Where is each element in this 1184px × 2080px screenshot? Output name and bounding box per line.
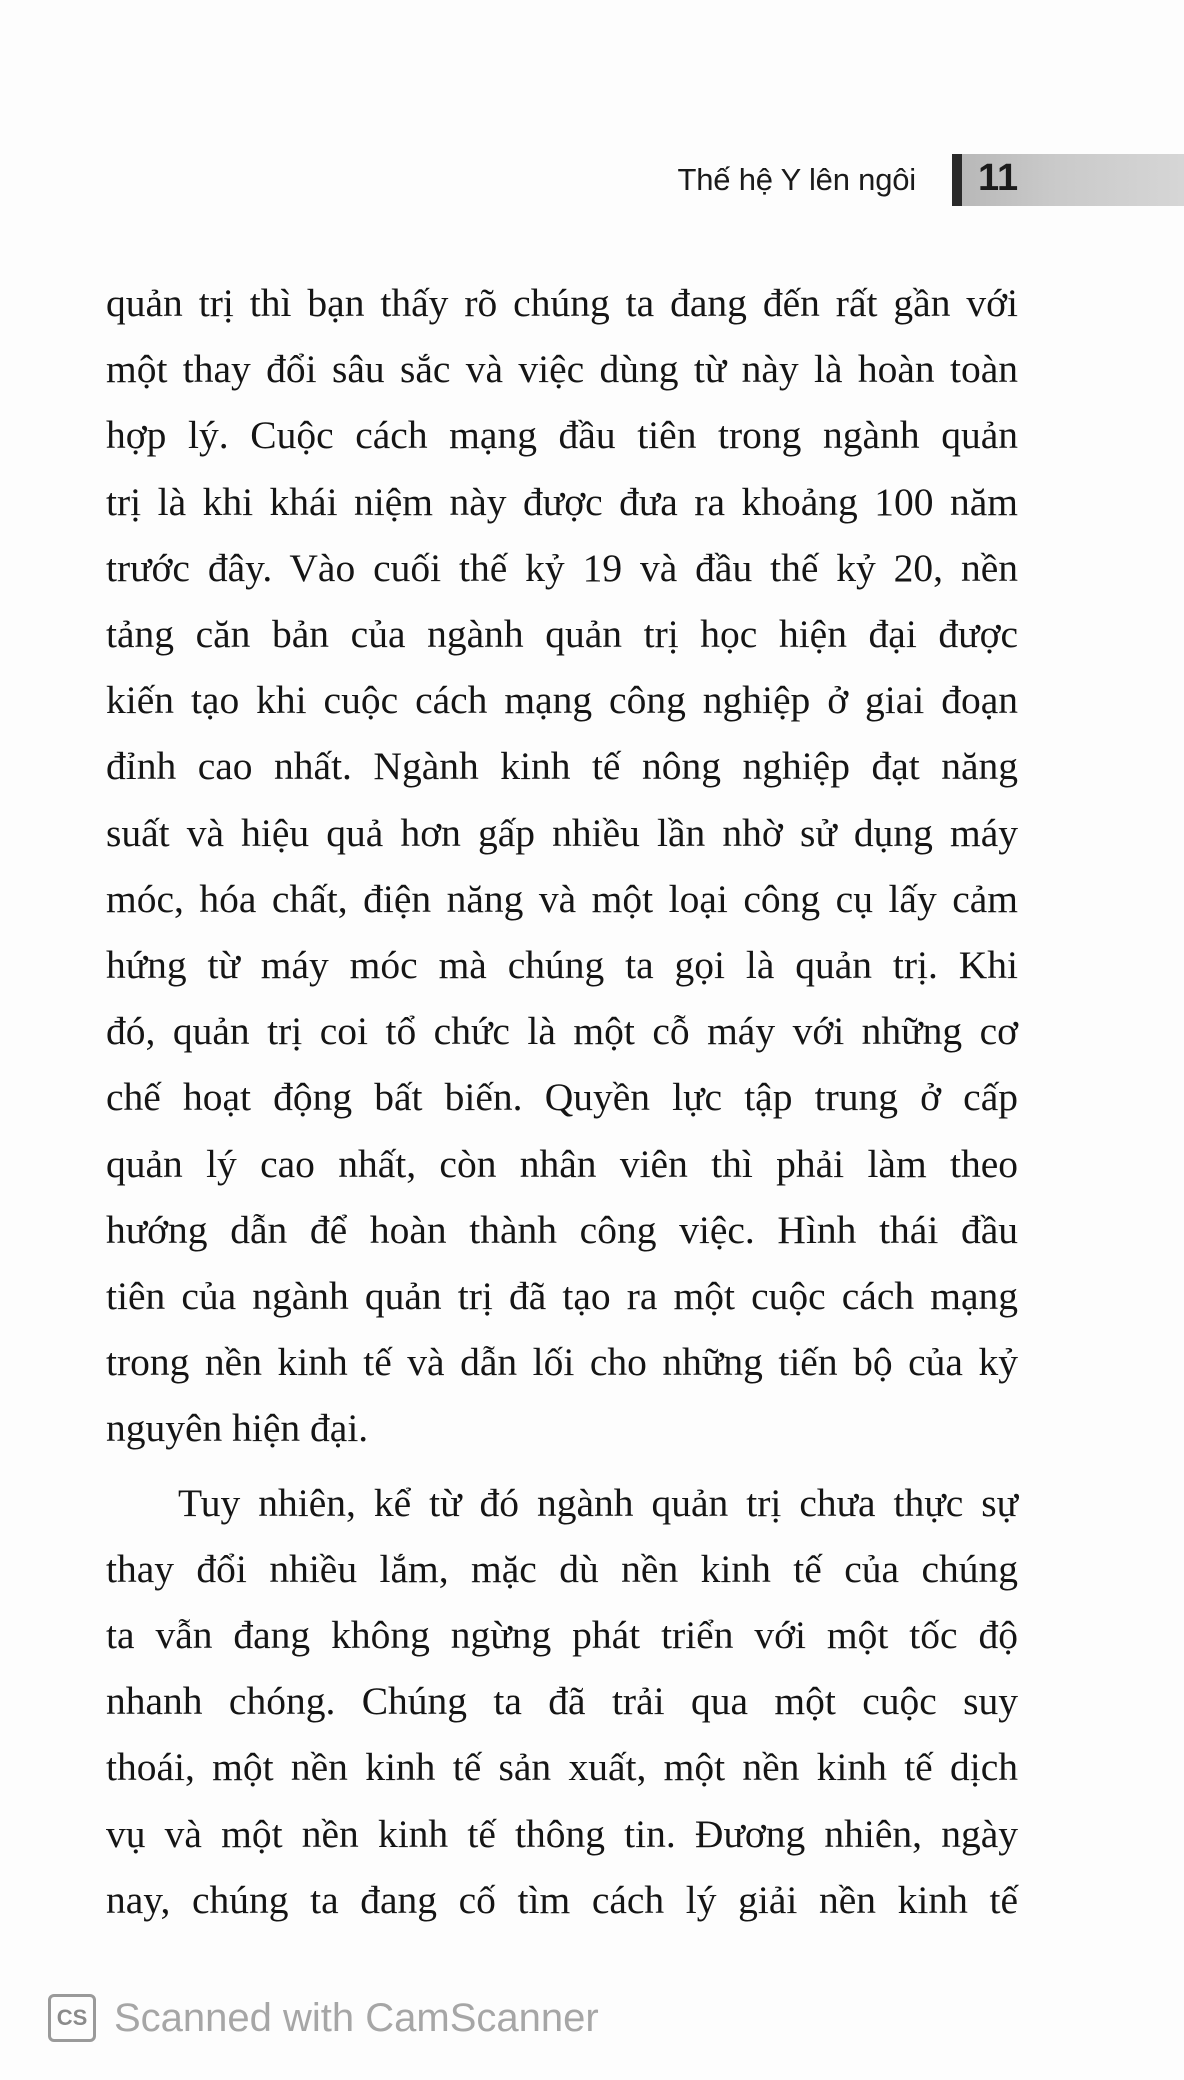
camscanner-logo-icon: CS [48,1994,96,2042]
text-line: quản trị thì bạn thấy rõ chúng ta đang đến rất gần với [106,281,1018,325]
watermark-text: Scanned with CamScanner [114,1995,599,2040]
text-line: thay đổi nhiều lắm, mặc dù nền kinh tế của chúng [106,1546,1018,1591]
body-text [106,270,1018,1933]
text-line: tiên của ngành quản trị đã tạo ra một cuộc cách mạng [106,1274,1018,1319]
text-line: nay, chúng ta đang cố tìm cách lý giải nền kinh tế [106,1877,1018,1922]
text-line: một thay đổi sâu sắc và việc dùng từ này là hoàn toàn [106,347,1018,392]
text-line: Tuy nhiên, kể từ đó ngành quản trị chưa thực sự [178,1480,1018,1525]
page-number-tab [952,154,1184,206]
chapter-title: Thế hệ Y lên ngôi [677,162,916,197]
text-line: đỉnh cao nhất. Ngành kinh tế nông nghiệp đạt năng [106,744,1018,789]
text-line: kiến tạo khi cuộc cách mạng công nghiệp ở giai đoạn [106,678,1018,723]
page-number: 11 [978,157,1019,199]
text-line: móc, hóa chất, điện năng và một loại công cụ lấy cảm [106,876,1018,921]
running-header [0,148,1184,218]
text-line: nhanh chóng. Chúng ta đã trải qua một cuộc suy [106,1679,1018,1724]
text-line: nguyên hiện đại. [106,1406,369,1451]
text-line: vụ và một nền kinh tế thông tin. Đương nhiên, ngày [106,1811,1018,1856]
text-line: hướng dẫn để hoàn thành công việc. Hình thái đầu [106,1207,1018,1252]
text-line: hợp lý. Cuộc cách mạng đầu tiên trong ngành quản [106,413,1018,458]
text-line: ta vẫn đang không ngừng phát triển với một tốc độ [106,1613,1018,1658]
text-line: trong nền kinh tế và dẫn lối cho những tiến bộ của kỷ [106,1340,1018,1385]
text-line: chế hoạt động bất biến. Quyền lực tập trung ở cấp [106,1075,1018,1120]
text-line: suất và hiệu quả hơn gấp nhiều lần nhờ sử dụng máy [106,810,1018,855]
text-line: thoái, một nền kinh tế sản xuất, một nền kinh tế dịch [106,1745,1018,1790]
text-line: đó, quản trị coi tổ chức là một cỗ máy với những cơ [106,1009,1018,1054]
text-line: trị là khi khái niệm này được đưa ra khoảng 100 năm [106,479,1018,524]
camscanner-watermark [48,1990,599,2046]
text-line: trước đây. Vào cuối thế kỷ 19 và đầu thế kỷ 20, nền [106,545,1018,590]
text-line: hứng từ máy móc mà chúng ta gọi là quản trị. Khi [106,943,1018,988]
paragraph-1 [106,270,1018,1462]
text-line: tảng căn bản của ngành quản trị học hiện đại được [106,612,1018,657]
text-line: quản lý cao nhất, còn nhân viên thì phải làm theo [106,1141,1018,1186]
paragraph-2 [106,1470,1018,1933]
